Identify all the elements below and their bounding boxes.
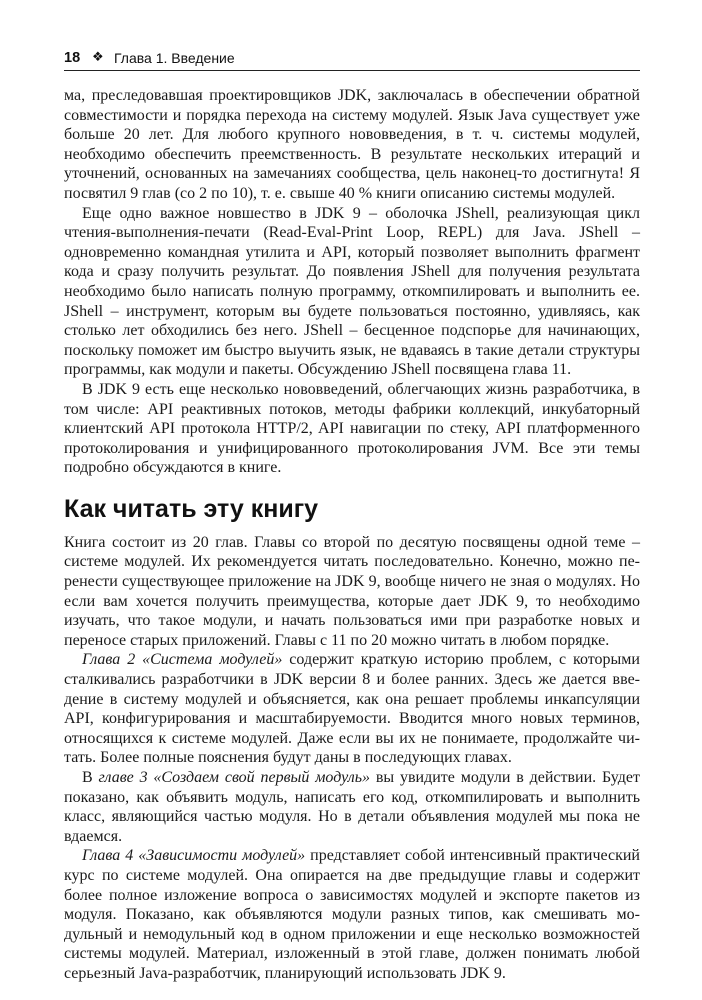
- page-number: 18: [64, 50, 81, 66]
- paragraph-book-structure: Книга состоит из 20 глав. Главы со второй по десятую посвящены одной теме – системе модулей. Их рекомендуется читать последовательно. Конечно, можно перенести существующее приложение на JDK 9, вообще ничего не зная о модулях. Но если вам хочется получить преимущества, которые дает JDK 9, то необходимо изучать, что такое модули, и начать пользоваться ими при разработке новых и переносе старых приложений. Главы с 11 по 20 можно читать в любом порядке.: [64, 533, 640, 649]
- chapter-4-title: Глава 4 «Зависимости модулей»: [82, 847, 306, 865]
- chapter-3-lead: В: [82, 769, 99, 786]
- paragraph-chapter-4: [64, 846, 640, 983]
- paragraph-chapter-3: [64, 768, 640, 846]
- paragraph-continuation: ма, преследовавшая проектировщиков JDK, заключалась в обеспечении обратной совместимости и порядка перехода на систему модулей. Язык Java существует уже больше 20 лет. Для любого крупного нововведения, в т. ч. системы модулей, необходимо обеспечить преемственность. В результате нескольких итераций и уточнений, основанных на замечаниях сообщества, цель наконец-то достигнута! Я посвятил 9 глав (со 2 по 10), т. е. свыше 40 % книги описанию системы модулей.: [64, 87, 640, 202]
- section-heading: Как читать эту книгу: [64, 494, 319, 523]
- ornament-icon: ❖: [92, 49, 104, 64]
- chapter-2-description: содержит краткую историю проблем, с которыми сталкивались разработчики в JDK версии 8 и более ранних. Здесь же дается введение в систему модулей и объясняется, как она решает проблемы инкапсуляции API, конфигурирования и масштабируемости. Вводится много новых терминов, относящихся к системе модулей. Даже если вы их не понимаете, продолжайте читать. Более полные пояснения будут даны в последующих главах.: [64, 651, 640, 767]
- paragraph-jshell: Еще одно важное новшество в JDK 9 – оболочка JShell, реализующая цикл чтения-выполнения-печати (Read-Eval-Print Loop, REPL) для Java. JShell – одновременно командная утилита и API, который позволяет выполнить фрагмент кода и сразу получить результат. До появления JShell для получения результата необходимо было написать полную программу, откомпилировать и выполнить ее. JShell – инструмент, которым вы будете пользоваться постоянно, удивляясь, как столько лет обходились без него. JShell – бесценное подспорье для начинающих, поскольку поможет им быстро выучить язык, не вдаваясь в такие детали структуры программы, как модули и пакеты. Обсуждению JShell посвящена глава 11.: [64, 204, 640, 379]
- paragraph-features: В JDK 9 есть еще несколько нововведений, облегчающих жизнь разработчика, в том числе: API реактивных потоков, методы фабрики коллекций, инкубаторный клиентский API протокола HTTP/2, API навигации по стеку, API платформенного протоколирования и унифицированного протоколирования JVM. Все эти темы подробно обсуждаются в книге.: [64, 380, 640, 477]
- chapter-title: Глава 1. Введение: [114, 50, 235, 66]
- page-body: [64, 86, 640, 984]
- paragraph-chapter-2: [64, 650, 640, 768]
- chapter-4-description: представляет собой интенсивный практический курс по системе модулей. Она опирается на две предыдущие главы и содержит более полное изложение вопроса о зависимостях модулей и экспорте пакетов из модуля. Показано, как объявляются модули разных типов, как смешивать модульный и немодульный код в одном приложении и еще несколько возможностей системы модулей. Материал, изложенный в этой главе, должен понимать любой серьезный Java-разработчик, планирующий использовать JDK 9.: [64, 847, 640, 982]
- running-header: [64, 48, 640, 71]
- chapter-2-title: Глава 2 «Система модулей»: [82, 651, 283, 669]
- chapter-3-description: вы увидите модули в действии. Будет показано, как объявить модуль, написать его код, откомпилировать и выполнить класс, являющийся частью модуля. Но в детали объявления модулей мы пока не вдаемся.: [64, 769, 641, 845]
- chapter-3-title: главе 3 «Создаем свой первый модуль»: [98, 769, 371, 786]
